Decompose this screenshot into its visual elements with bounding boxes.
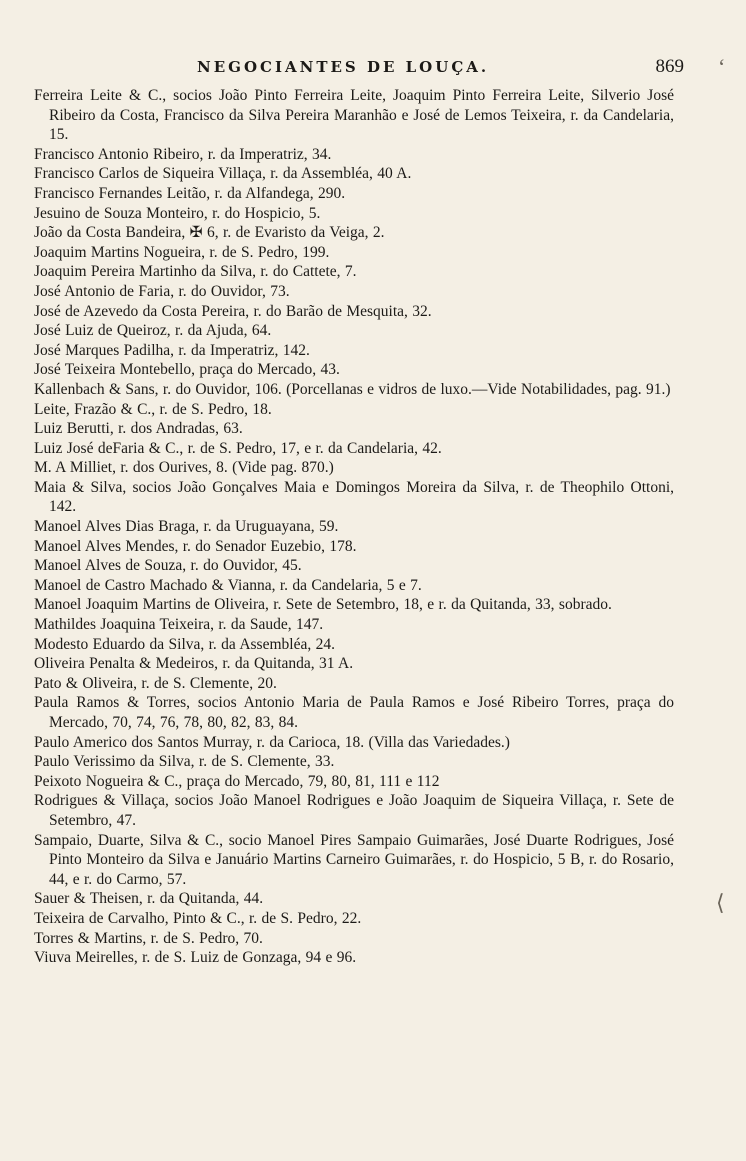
directory-entry: Leite, Frazão & C., r. de S. Pedro, 18.	[34, 400, 272, 418]
directory-entry: Manoel Joaquim Martins de Oliveira, r. Sete de Setembro, 18, e r. da Quitanda, 33, sobrado.	[34, 596, 612, 614]
directory-entry: João da Costa Bandeira, ✠ 6, r. de Evaristo da Veiga, 2.	[34, 224, 385, 242]
directory-entry: Torres & Martins, r. de S. Pedro, 70.	[34, 929, 263, 947]
merchant-directory-list	[34, 86, 674, 968]
page-header	[34, 58, 684, 82]
directory-entry: Oliveira Penalta & Medeiros, r. da Quitanda, 31 A.	[34, 655, 354, 673]
directory-entry: José Teixeira Montebello, praça do Mercado, 43.	[34, 361, 340, 379]
directory-entry: Francisco Fernandes Leitão, r. da Alfandega, 290.	[34, 184, 346, 202]
page-number: 869	[655, 56, 684, 77]
directory-entry: Francisco Carlos de Siqueira Villaça, r. da Assembléa, 40 A.	[34, 165, 412, 183]
directory-entry: Peixoto Nogueira & C., praça do Mercado, 79, 80, 81, 111 e 112	[34, 772, 440, 790]
directory-entry: Modesto Eduardo da Silva, r. da Assembléa, 24.	[34, 635, 335, 653]
directory-entry: Manoel Alves Mendes, r. do Senador Euzebio, 178.	[34, 537, 357, 555]
directory-entry: Viuva Meirelles, r. de S. Luiz de Gonzaga, 94 e 96.	[34, 949, 357, 967]
directory-entry: Kallenbach & Sans, r. do Ouvidor, 106. (Porcellanas e vidros de luxo.—Vide Notabilidades, pag. 91.)	[34, 380, 671, 398]
directory-entry: Paula Ramos & Torres, socios Antonio Maria de Paula Ramos e José Ribeiro Torres, praça do Mercado, 70, 74, 76, 78, 80, 82, 83, 84.	[34, 694, 674, 731]
margin-quote-mark: ‘	[718, 54, 726, 79]
directory-entry: Teixeira de Carvalho, Pinto & C., r. de S. Pedro, 22.	[34, 909, 362, 927]
directory-entry: Jesuino de Souza Monteiro, r. do Hospicio, 5.	[34, 204, 321, 222]
directory-entry: Luiz Berutti, r. dos Andradas, 63.	[34, 420, 243, 438]
directory-entry: M. A Milliet, r. dos Ourives, 8. (Vide pag. 870.)	[34, 459, 334, 477]
directory-entry: Manoel de Castro Machado & Vianna, r. da Candelaria, 5 e 7.	[34, 576, 422, 594]
directory-entry: Mathildes Joaquina Teixeira, r. da Saude, 147.	[34, 616, 324, 634]
directory-entry: Ferreira Leite & C., socios João Pinto Ferreira Leite, Joaquim Pinto Ferreira Leite, Silverio José Ribeiro da Costa, Francisco da Silva Pereira Maranhão e José de Lemos Teixeira, r. da Candelaria, 15.	[34, 87, 674, 144]
directory-entry: Luiz José deFaria & C., r. de S. Pedro, 17, e r. da Candelaria, 42.	[34, 439, 442, 457]
directory-entry: José de Azevedo da Costa Pereira, r. do Barão de Mesquita, 32.	[34, 302, 432, 320]
directory-entry: José Luiz de Queiroz, r. da Ajuda, 64.	[34, 322, 272, 340]
margin-pencil-mark: ⟨	[716, 890, 725, 915]
directory-entry: Manoel Alves de Souza, r. do Ouvidor, 45.	[34, 557, 302, 575]
directory-entry: Joaquim Martins Nogueira, r. de S. Pedro, 199.	[34, 243, 330, 261]
directory-entry: Joaquim Pereira Martinho da Silva, r. do Cattete, 7.	[34, 263, 357, 281]
directory-entry: José Marques Padilha, r. da Imperatriz, 142.	[34, 341, 310, 359]
directory-entry: Maia & Silva, socios João Gonçalves Maia e Domingos Moreira da Silva, r. de Theophilo Ottoni, 142.	[34, 478, 674, 516]
directory-entry: Rodrigues & Villaça, socios João Manoel Rodrigues e João Joaquim de Siqueira Villaça, r. Sete de Setembro, 47.	[34, 792, 674, 829]
directory-entry: Sauer & Theisen, r. da Quitanda, 44.	[34, 890, 264, 908]
directory-entry: Pato & Oliveira, r. de S. Clemente, 20.	[34, 674, 277, 692]
section-title: NEGOCIANTES DE LOUÇA.	[197, 58, 490, 76]
directory-entry: José Antonio de Faria, r. do Ouvidor, 73.	[34, 282, 290, 300]
directory-entry: Francisco Antonio Ribeiro, r. da Imperatriz, 34.	[34, 145, 332, 163]
directory-entry: Paulo Americo dos Santos Murray, r. da Carioca, 18. (Villa das Variedades.)	[34, 733, 510, 751]
directory-entry: Manoel Alves Dias Braga, r. da Uruguayana, 59.	[34, 518, 339, 536]
directory-entry: Paulo Verissimo da Silva, r. de S. Clemente, 33.	[34, 753, 335, 771]
directory-entry: Sampaio, Duarte, Silva & C., socio Manoel Pires Sampaio Guimarães, José Duarte Rodrigues, José Pinto Monteiro da Silva e Januário Martins Carneiro Guimarães, r. do Hospicio, 5 B, r. do Rosario, 44, e r. do Carmo, 57.	[34, 831, 674, 888]
